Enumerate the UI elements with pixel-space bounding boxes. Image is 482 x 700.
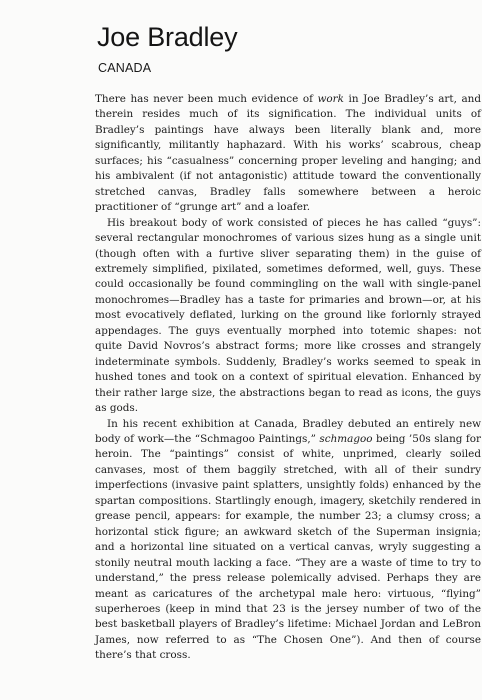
article-body (95, 92, 481, 664)
paragraph-1-run: There has never been much evidence of (95, 93, 318, 105)
paragraph-1 (95, 92, 481, 216)
paragraph-3-run: In his recent exhibition at Canada, Bradley debuted an entirely new body of work—the “Schmagoo Paintings,” (95, 417, 481, 445)
paragraph-2 (95, 216, 481, 417)
paragraph-3-run: being ’50s slang for heroin. The “paintings” consist of white, unprimed, clearly soiled canvases, most of them baggily stretched, with all of their sundry imperfections (invasive paint splatters, unsightly folds) enhanced by the spartan compositions. Startlingly enough, imagery, sketchily rendered in grease pencil, appears: for example, the number 23; a clumsy cross; a horizontal stick figure; an awkward sketch of the Superman insignia; and a horizontal line situated on a vertical canvas, wryly suggesting a stonily neutral mouth lacking a face. “They are a waste of time to try to understand,” the press release polemically advised. Perhaps they are meant as caricatures of the archetypal male hero: virtuous, “flying” superheroes (keep in mind that 23 is the jersey number of two of the best basketball players of Bradley’s lifetime: Michael Jordan and LeBron James, now referred to as “The Chosen One”). And then of course there’s that cross. (95, 432, 481, 662)
venue-label: CANADA (98, 61, 152, 75)
emphasis-work: work (317, 93, 344, 105)
paragraph-3 (95, 417, 481, 664)
paragraph-1-run: in Joe Bradley’s art, and therein resides much of its signification. The individual units of Bradley’s paintings have always been literally blank and, more significantly, militantly haphazard. With his works’ scabrous, cheap surfaces; his “casualness” concerning proper leveling and hanging; and his ambivalent (if not antagonistic) attitude toward the conventionally stretched canvas, Bradley falls somewhere between a heroic practitioner of “grunge art” and a loafer. (95, 93, 481, 214)
article-title: Joe Bradley (97, 22, 238, 52)
paragraph-2-run: His breakout body of work consisted of pieces he has called “guys”: several rectangular monochromes of various sizes hung as a single unit (though often with a furtive sliver separating them) in the guise of extremely simplified, pixilated, sometimes deformed, well, guys. These could occasionally be found commingling on the wall with single-panel monochromes—Bradley has a taste for primaries and brown—or, at his most evocatively deflated, lurking on the ground like forlornly strayed appendages. The guys eventually morphed into totemic shapes: not quite David Novros’s abstract forms; more like crosses and strangely indeterminate symbols. Suddenly, Bradley’s works seemed to speak in hushed tones and took on a context of spiritual elevation. Enhanced by their rather large size, the abstractions began to read as icons, the guys as gods. (95, 216, 481, 415)
emphasis-schmagoo: schmagoo (319, 432, 373, 445)
